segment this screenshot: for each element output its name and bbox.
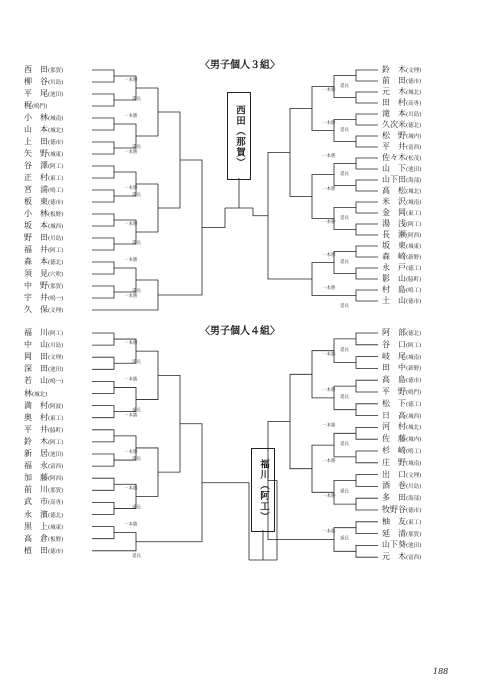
group3-result-label: 一本勝 [124, 150, 138, 155]
group3-result-label: 延長 [340, 260, 349, 265]
group4-left-match-line [92, 502, 114, 514]
group3-result-label: 一本勝 [322, 253, 336, 258]
player-school: (徳市) [48, 548, 64, 555]
player-name: 前 川 [24, 485, 48, 495]
group4-result-label: 一本勝 [124, 486, 138, 492]
group3-left-match-line [92, 286, 114, 298]
player-name: 柳 谷 [24, 77, 48, 86]
group4-left-match-line [92, 406, 114, 418]
player-school: (那賀) [406, 531, 422, 538]
group4-right-match-line [356, 333, 378, 345]
player-school: (鳴工) [406, 449, 422, 455]
group3-result-label: 延長 [340, 216, 349, 221]
group4-final-line [268, 481, 277, 561]
player-school: (城北) [32, 391, 48, 398]
player-name: 日 高 [382, 410, 406, 420]
page-number: 188 [433, 667, 449, 676]
player-school: (徳市) [48, 140, 64, 146]
group4-right-match-line [356, 498, 378, 510]
player-name: 久次米 [382, 120, 406, 129]
group4-title: 〈男子個人４組〉 [200, 326, 280, 337]
player-name: 田 村 [382, 98, 406, 107]
player-name: 谷 口 [382, 339, 406, 349]
group3-left-match-line [180, 160, 202, 295]
player-name: 高 松 [382, 186, 406, 195]
group4-result-label: 延長 [132, 360, 141, 366]
group4-right-match-line [356, 357, 378, 369]
player-name: 長 瀬 [382, 230, 406, 239]
group3-result-label: 一本勝 [322, 88, 336, 93]
group3-result-label: 延長 [132, 145, 141, 150]
group3-result-label: 延長 [340, 172, 349, 177]
group4-left-match-line [92, 381, 114, 393]
player-name: 延 清 [382, 528, 406, 538]
player-name: 宮 浦 [24, 185, 48, 194]
group3-right-match-line [356, 224, 378, 235]
player-name: 滝 本 [382, 109, 406, 118]
player-school: (富西) [406, 145, 422, 151]
player-name: 湯 浅 [382, 219, 406, 228]
player-school: (城南) [406, 354, 422, 361]
player-name: 若 山 [24, 376, 48, 386]
group3-result-label: 延長 [340, 84, 349, 89]
group3-right-match-line [356, 158, 378, 169]
group4-final-line [202, 483, 249, 560]
player-name: 板 東 [24, 197, 48, 206]
player-school: (池田) [406, 167, 422, 173]
player-school: (海部) [406, 496, 422, 503]
player-school: (鳴工) [48, 188, 64, 194]
group4-result-label: 延長 [340, 536, 349, 542]
group4-left-match-line [136, 351, 158, 399]
player-school: (城西) [406, 413, 422, 420]
group3-result-label: 延長 [132, 97, 141, 102]
player-name: 柚 友 [382, 516, 406, 526]
group4-left-match-line [158, 375, 180, 472]
player-school: (城南) [406, 200, 422, 206]
player-name: 矢 野 [24, 149, 48, 158]
player-name: 鈴 木 [382, 65, 406, 74]
player-name: 上 田 [24, 137, 48, 146]
player-name: 山 本 [24, 125, 48, 134]
player-name: 松 野 [382, 131, 406, 140]
group3-right-match-line [268, 153, 290, 280]
group3-result-label: 延長 [132, 241, 141, 246]
player-school: (城西) [48, 224, 64, 230]
player-school: (徳市) [48, 200, 64, 206]
group3-right-match-line [290, 109, 312, 197]
player-name: 平 尾 [24, 89, 48, 98]
group4-result-label: 延長 [132, 553, 141, 559]
group4-left-match-line [136, 448, 158, 496]
group4-result-label: 一本勝 [124, 377, 138, 383]
player-school: (徳工) [406, 266, 422, 272]
player-school: (城北) [406, 189, 422, 195]
group4-right-match-line [356, 475, 378, 487]
player-school: (阿工) [48, 248, 64, 254]
player-school: (阿波) [48, 403, 64, 410]
group3-result-label: 延長 [132, 193, 141, 198]
group3-left-match-line [92, 118, 114, 130]
group4-left-match-line [92, 454, 114, 466]
player-school: (阿工) [406, 222, 422, 228]
player-name: 酒 巻 [382, 481, 406, 491]
player-school: (川島) [48, 343, 64, 350]
player-name: 奥 村 [24, 412, 48, 422]
player-school: (那賀) [48, 68, 64, 74]
group3-right-match-line [356, 202, 378, 213]
group4-result-label: 一本勝 [124, 341, 138, 347]
player-school: (阿工) [406, 342, 422, 349]
player-name: 平 井 [382, 142, 406, 151]
player-name: 福 永 [24, 461, 48, 471]
group4-result-label: 一本勝 [124, 413, 138, 419]
player-school: (阿西) [406, 233, 422, 239]
player-name: 加 藤 [24, 473, 48, 483]
group3-result-label: 一本勝 [322, 154, 336, 159]
group4-right-match-line [356, 427, 378, 439]
player-name: 森 本 [24, 257, 48, 266]
player-school: (城北) [406, 90, 422, 96]
player-name: 須 見 [24, 269, 48, 278]
player-name: 西 田 [24, 65, 48, 74]
group3-left-match-line [92, 262, 114, 274]
group4-result-label: 延長 [340, 347, 349, 353]
player-name: 影 山 [382, 274, 406, 283]
player-name: 正 村 [24, 173, 48, 182]
group4-winner-name: 福川（阿工） [258, 458, 269, 522]
player-school: (徳北) [48, 260, 64, 266]
player-school: (徳市) [406, 378, 422, 385]
player-name: 出 口 [382, 469, 406, 479]
player-school: (城内) [406, 134, 422, 140]
player-name: 中 山 [24, 340, 48, 350]
player-name: 平 井 [24, 424, 48, 434]
player-name: 鈴 木 [24, 436, 48, 446]
player-school: (新野) [406, 255, 422, 261]
player-name: 坂 本 [24, 221, 48, 230]
group3-result-label: 一本勝 [124, 114, 138, 119]
group4-left-match-line [92, 357, 114, 369]
group3-result-label: 延長 [340, 128, 349, 133]
player-school: (徳北) [406, 331, 422, 337]
player-school: (川島) [48, 80, 64, 86]
player-name: 深 田 [24, 364, 48, 374]
player-name: 永 濱 [24, 509, 48, 519]
group3-right-match-line [356, 136, 378, 147]
player-school: (新野) [406, 366, 422, 373]
player-school: (富西) [48, 464, 64, 471]
player-name: 佐 藤 [382, 434, 406, 444]
group4-right-match-line [356, 522, 378, 534]
group3-left-match-line [92, 142, 114, 154]
player-school: (池田) [406, 543, 422, 550]
player-school: (高専) [406, 101, 422, 107]
player-name: 谷 澤 [24, 161, 48, 170]
player-name: 植 田 [24, 545, 48, 555]
player-name: 平 野 [382, 387, 406, 396]
group3-result-label: 一本勝 [124, 294, 138, 299]
player-school: (徳北) [48, 512, 64, 519]
group4-result-label: 延長 [340, 395, 349, 400]
player-school: (徳北) [406, 123, 422, 129]
player-school: (文理) [48, 308, 64, 314]
group3-left-match-line [92, 166, 114, 178]
player-name: 土 山 [382, 296, 406, 305]
player-school: (鳴一) [48, 379, 64, 386]
player-name: 元 木 [382, 87, 406, 96]
group4-result-label: 延長 [340, 489, 349, 495]
player-school: (東工) [406, 519, 422, 526]
group4-right-match-line [356, 380, 378, 392]
player-name: 高 倉 [24, 533, 48, 543]
group3-final-line [202, 208, 225, 228]
player-name: 中 野 [24, 281, 48, 290]
player-name: 杉 崎 [382, 446, 406, 455]
group3-result-label: 一本勝 [322, 286, 336, 291]
player-name: 武 市 [24, 497, 48, 507]
group3-result-label: 延長 [340, 304, 349, 309]
group3-final-line [253, 208, 268, 216]
group3-right-match-line [356, 246, 378, 257]
player-name: 高 島 [382, 375, 406, 385]
group4-result-label: 延長 [132, 505, 141, 511]
player-school: (文理) [406, 472, 422, 479]
player-name: 福 川 [24, 328, 48, 337]
group3-left-match-line [92, 214, 114, 226]
player-name: 新 居 [24, 449, 48, 458]
group3-left-match-line [158, 112, 180, 208]
group4-left-match-line [92, 333, 114, 345]
player-school: (板野) [48, 536, 64, 543]
player-name: 河 村 [382, 422, 406, 432]
player-school: (鳴門) [32, 104, 48, 110]
group3-left-match-line [136, 184, 158, 232]
player-name: 山下田 [382, 175, 406, 184]
group4-left-match-line [114, 533, 136, 551]
group4-left-match-line [92, 430, 114, 442]
group4-result-label: 延長 [340, 442, 349, 448]
player-school: (城東) [48, 524, 64, 531]
player-name: 林 [24, 388, 32, 398]
player-school: (城南) [406, 460, 422, 467]
player-school: (城東) [48, 152, 64, 158]
player-school: (那賀) [48, 284, 64, 290]
group3-result-label: 一本勝 [322, 121, 336, 126]
player-name: 多 田 [382, 493, 406, 503]
player-name: 岡 田 [24, 352, 48, 362]
player-name: 黒 上 [24, 521, 48, 531]
player-school: (高専) [48, 500, 64, 507]
player-name: 庄 野 [382, 457, 406, 467]
group3-result-label: 延長 [132, 289, 141, 294]
group3-result-label: 一本勝 [322, 187, 336, 192]
group4-right-match-line [356, 451, 378, 463]
player-name: 山下葵 [382, 540, 406, 550]
player-name: 久 保 [24, 305, 48, 314]
player-name: 梶 [24, 101, 32, 110]
player-school: (阿工) [48, 331, 64, 337]
player-school: (城北) [48, 128, 64, 134]
group3-right-match-line [356, 268, 378, 279]
player-school: (板野) [48, 212, 64, 218]
player-school: (鳴一) [48, 296, 64, 302]
player-school: (池田) [48, 92, 64, 98]
player-school: (池田) [48, 452, 64, 458]
player-name: 村 島 [382, 285, 406, 294]
player-school: (脇町) [48, 427, 64, 434]
group4-result-label: 延長 [132, 457, 141, 462]
player-name: 牧野谷 [382, 505, 406, 514]
player-school: (川島) [406, 484, 422, 491]
group4-left-match-line [180, 424, 202, 542]
player-name: 坂 東 [382, 241, 406, 250]
player-school: (阿工) [48, 164, 64, 170]
player-name: 佐々木 [382, 153, 406, 162]
group3-result-label: 一本勝 [322, 220, 336, 225]
player-name: 小 林 [24, 113, 48, 122]
group3-winner-name: 西田（那賀） [234, 104, 245, 168]
player-school: (城東) [406, 244, 422, 250]
player-school: (阿西) [48, 476, 64, 483]
group4-left-match-line [92, 478, 114, 490]
player-name: 森 崎 [382, 252, 406, 261]
player-name: 満 村 [24, 400, 48, 410]
player-school: (徳市) [406, 299, 422, 305]
player-school: (脇町) [406, 277, 422, 283]
player-school: (松茂) [406, 156, 422, 162]
group3-right-match-line [356, 180, 378, 191]
group4-result-label: 一本勝 [322, 423, 336, 429]
player-name: 米 沢 [382, 197, 406, 206]
player-name: 金 岡 [382, 208, 406, 217]
player-school: (文理) [406, 68, 422, 74]
group3-result-label: 一本勝 [124, 258, 138, 263]
player-name: 田 中 [382, 363, 406, 373]
group3-result-label: 一本勝 [124, 78, 138, 83]
player-school: (海部) [406, 178, 422, 184]
player-school: (鳴門) [406, 390, 422, 396]
group3-left-match-line [92, 238, 114, 250]
player-name: 小 林 [24, 209, 48, 218]
group3-result-label: 一本勝 [124, 222, 138, 227]
player-school: (徳市) [406, 508, 422, 514]
group4-left-match-line [92, 527, 114, 539]
player-school: (川島) [48, 236, 64, 242]
group4-result-label: 一本勝 [322, 494, 336, 500]
player-school: (穴吹) [48, 272, 64, 278]
player-school: (阿工) [48, 439, 64, 446]
player-school: (東工) [48, 176, 64, 182]
player-school: (川島) [406, 112, 422, 118]
group3-result-label: 一本勝 [124, 186, 138, 191]
player-name: 山 下 [382, 164, 406, 173]
group3-right-match-line [312, 175, 334, 219]
player-school: (城内) [406, 437, 422, 444]
player-name: 福 井 [24, 245, 48, 254]
player-school: (那賀) [48, 488, 64, 495]
group4-result-label: 延長 [132, 408, 141, 414]
group4-result-label: 一本勝 [124, 522, 138, 528]
player-school: (文理) [48, 355, 64, 362]
group3-left-match-line [92, 94, 114, 106]
group3-left-match-line [92, 70, 114, 82]
group4-result-label: 一本勝 [322, 352, 336, 358]
group3-left-match-line [92, 190, 114, 202]
player-school: (城北) [406, 425, 422, 432]
group3-right-match-line [356, 114, 378, 125]
group3-left-match-line [136, 280, 158, 310]
player-name: 元 木 [382, 552, 406, 562]
group4-right-match-line [356, 545, 378, 557]
group3-right-match-line [356, 290, 378, 301]
group4-right-match-line [356, 404, 378, 416]
player-name: 永 戸 [382, 263, 406, 272]
player-school: (徳市) [406, 79, 422, 85]
player-school: (東工) [48, 415, 64, 422]
group3-right-match-line [356, 92, 378, 103]
group3-title: 〈男子個人３組〉 [200, 60, 280, 71]
player-school: (城南) [48, 116, 64, 122]
player-name: 岐 尾 [382, 351, 406, 361]
group4-result-label: 一本勝 [124, 450, 138, 455]
group4-right-match-line [312, 445, 334, 492]
player-school: (鳴工) [406, 288, 422, 294]
player-name: 松 下 [382, 398, 406, 408]
group4-result-label: 一本勝 [322, 529, 336, 535]
group3-right-match-line [356, 70, 378, 81]
player-school: (徳工) [406, 401, 422, 408]
group4-right-match-line [290, 374, 312, 468]
group3-left-match-line [136, 88, 158, 136]
player-name: 宇 井 [24, 293, 48, 302]
player-school: (池田) [48, 367, 64, 374]
group4-result-label: 一本勝 [322, 388, 336, 393]
player-name: 前 田 [382, 76, 406, 85]
group4-result-label: 一本勝 [322, 458, 336, 464]
player-name: 阿 部 [382, 328, 406, 337]
player-name: 野 田 [24, 233, 48, 242]
player-school: (東工) [406, 211, 422, 217]
player-school: (富西) [406, 555, 422, 562]
